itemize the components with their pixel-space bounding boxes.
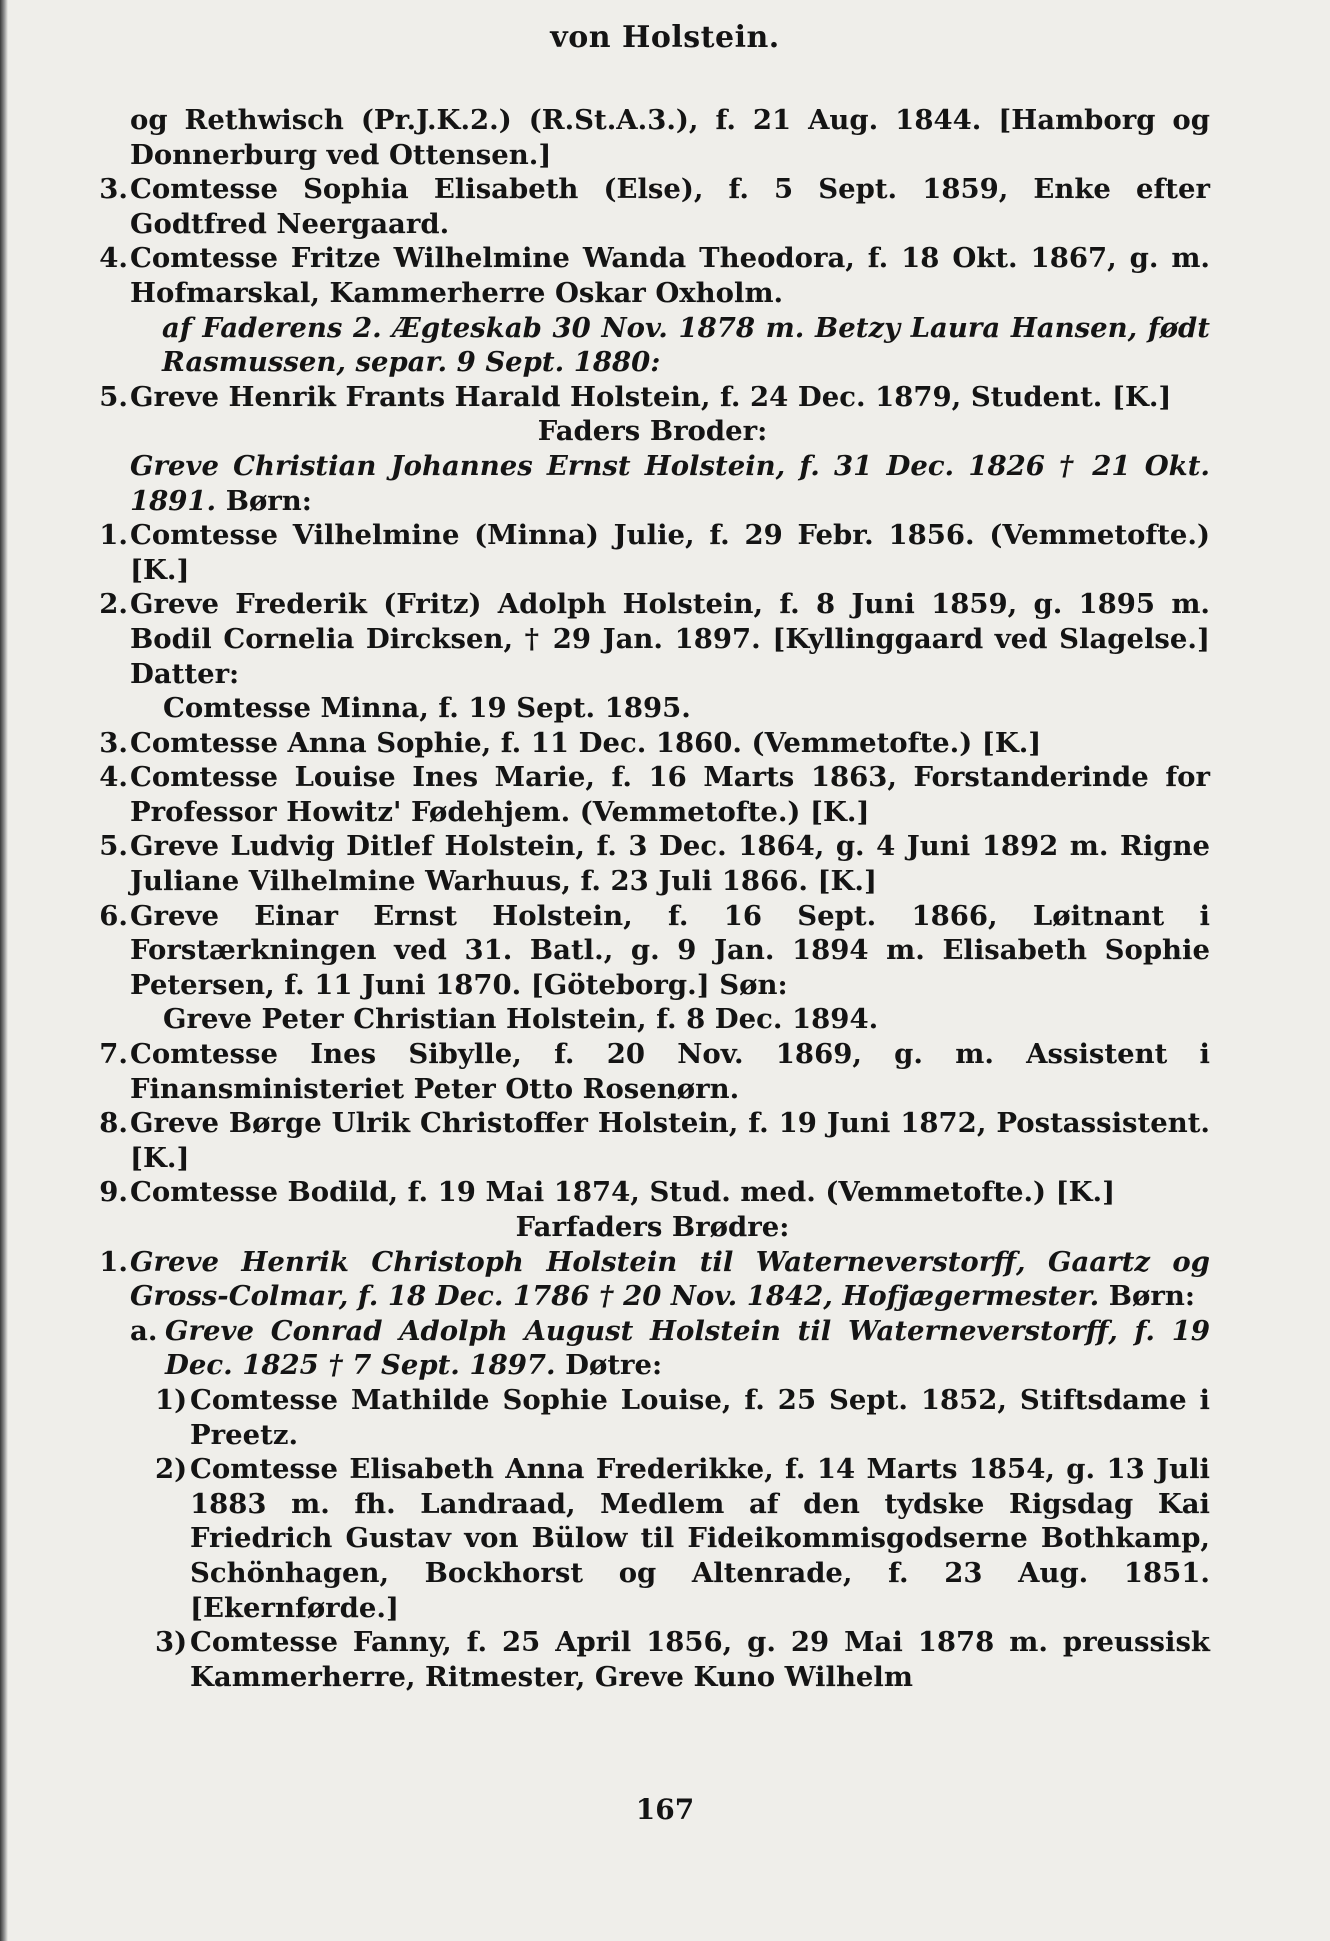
- child-2-daughter: Comtesse Minna, f. 19 Sept. 1895.: [163, 692, 691, 725]
- daughter-1: [95, 1383, 1210, 1452]
- children-label: Børn:: [225, 484, 312, 517]
- daughter-2: [95, 1452, 1210, 1625]
- children-label: Børn:: [1108, 1280, 1195, 1313]
- entry-number: 4.: [99, 242, 128, 275]
- entry-number: 9.: [99, 1176, 128, 1209]
- entry-text: Comtesse Fanny, f. 25 April 1856, g. 29 Mai 1878 m. preussisk Kammerherre, Ritmester, Greve Kuno Wilhelm: [190, 1626, 1210, 1693]
- page-number: 167: [635, 1793, 695, 1826]
- page-body: [95, 103, 1210, 1694]
- entry-number: 5.: [99, 830, 128, 863]
- entry-5: [95, 380, 1210, 415]
- child-8: [95, 1106, 1210, 1175]
- entry-text: Greve Henrik Frants Harald Holstein, f. 24 Dec. 1879, Student. [K.]: [130, 380, 1172, 413]
- entry-text: Greve Einar Ernst Holstein, f. 16 Sept. 1866, Løitnant i Forstærkningen ved 31. Batl., g. 9 Jan. 1894 m. Elisabeth Sophie Petersen, f. 11 Juni 1870. [Göteborg.] Søn:: [130, 899, 1210, 1001]
- entry-number: 2): [155, 1453, 188, 1486]
- entry-text: Comtesse Sophia Elisabeth (Else), f. 5 Sept. 1859, Enke efter Godtfred Neergaard.: [130, 173, 1210, 240]
- page-binding-edge: [0, 0, 8, 1941]
- entry-text: Comtesse Fritze Wilhelmine Wanda Theodora, f. 18 Okt. 1867, g. m. Hofmarskal, Kammerherre Oskar Oxholm.: [130, 242, 1210, 309]
- section-heading-farfaders-brodre: Farfaders Brødre:: [515, 1211, 790, 1243]
- entry-number: 6.: [99, 899, 128, 932]
- page-header: von Holstein.: [550, 20, 780, 55]
- entry-number: 7.: [99, 1038, 128, 1071]
- entry-text: Comtesse Bodild, f. 19 Mai 1874, Stud. med. (Vemmetofte.) [K.]: [130, 1176, 1116, 1209]
- child-2: [95, 587, 1210, 691]
- daughter-3: [95, 1625, 1210, 1694]
- section-heading-faders-broder: Faders Broder:: [537, 415, 768, 448]
- entry-letter: a.: [130, 1314, 158, 1347]
- paragraph-continuation: og Rethwisch (Pr.J.K.2.) (R.St.A.3.), f. 21 Aug. 1844. [Hamborg og Donnerburg ved Ottensen.]: [130, 104, 1210, 171]
- child-5: [95, 829, 1210, 898]
- entry-text: Comtesse Vilhelmine (Minna) Julie, f. 29 Febr. 1856. (Vemmetofte.) [K.]: [130, 519, 1210, 586]
- granduncle-name: Greve Henrik Christoph Holstein til Waterneverstorff, Gaartz og Gross-Colmar, f. 18 Dec. 1786 † 20 Nov. 1842, Hofjægermester.: [130, 1245, 1210, 1313]
- entry-text: Comtesse Louise Ines Marie, f. 16 Marts 1863, Forstanderinde for Professor Howitz' Fødehjem. (Vemmetofte.) [K.]: [130, 761, 1210, 828]
- child-9: [95, 1175, 1210, 1210]
- child-6-son: Greve Peter Christian Holstein, f. 8 Dec. 1894.: [163, 1003, 879, 1036]
- entry-number: 3.: [99, 726, 128, 759]
- entry-number: 5.: [99, 380, 128, 413]
- entry-text: [130, 1314, 1210, 1383]
- entry-4: [95, 241, 1210, 310]
- entry-text: [130, 1245, 1210, 1314]
- entry-text: Comtesse Anna Sophie, f. 11 Dec. 1860. (Vemmetofte.) [K.]: [130, 726, 1042, 759]
- entry-text: Greve Frederik (Fritz) Adolph Holstein, f. 8 Juni 1859, g. 1895 m. Bodil Cornelia Dircksen, † 29 Jan. 1897. [Kyllinggaard ved Slagelse.] Datter:: [130, 588, 1210, 690]
- daughters-label: Døtre:: [565, 1349, 663, 1382]
- child-1: [95, 518, 1210, 587]
- entry-number: 4.: [99, 761, 128, 794]
- entry-text: Comtesse Mathilde Sophie Louise, f. 25 Sept. 1852, Stiftsdame i Preetz.: [190, 1383, 1210, 1451]
- child-name: Greve Conrad Adolph August Holstein til Waterneverstorff, f. 19 Dec. 1825 † 7 Sept. 1897.: [165, 1314, 1210, 1382]
- child-4: [95, 760, 1210, 829]
- entry-text: Comtesse Ines Sibylle, f. 20 Nov. 1869, g. m. Assistent i Finansministeriet Peter Otto Rosenørn.: [130, 1038, 1210, 1105]
- entry-number: 1): [155, 1383, 188, 1416]
- uncle-name: Greve Christian Johannes Ernst Holstein, f. 31 Dec. 1826 † 21 Okt. 1891.: [130, 449, 1210, 517]
- entry-number: 1.: [99, 519, 128, 552]
- child-6: [95, 899, 1210, 1003]
- entry-number: 2.: [99, 588, 128, 621]
- entry-number: 8.: [99, 1107, 128, 1140]
- entry-text: Greve Ludvig Ditlef Holstein, f. 3 Dec. 1864, g. 4 Juni 1892 m. Rigne Juliane Vilhelmine Warhuus, f. 23 Juli 1866. [K.]: [130, 830, 1210, 898]
- granduncle-child-a: [95, 1314, 1210, 1383]
- entry-number: 3.: [99, 173, 128, 206]
- entry-number: 3): [155, 1626, 188, 1659]
- granduncle-1: [95, 1245, 1210, 1314]
- child-3: [95, 726, 1210, 761]
- entry-3: [95, 172, 1210, 241]
- second-marriage-note: af Faderens 2. Ægteskab 30 Nov. 1878 m. Betzy Laura Hansen, født Rasmussen, separ. 9 Sept. 1880:: [162, 311, 1210, 379]
- child-7: [95, 1037, 1210, 1106]
- uncle-paragraph: [95, 449, 1210, 518]
- entry-text: Comtesse Elisabeth Anna Frederikke, f. 14 Marts 1854, g. 13 Juli 1883 m. fh. Landraad, Medlem af den tydske Rigsdag Kai Friedrich Gustav von Bülow til Fideikommisgodserne Bothkamp, Schönhagen, Bockhorst og Altenrade, f. 23 Aug. 1851. [Ekernførde.]: [190, 1453, 1210, 1624]
- entry-number: 1.: [99, 1245, 128, 1278]
- entry-text: Greve Børge Ulrik Christoffer Holstein, f. 19 Juni 1872, Postassistent. [K.]: [130, 1107, 1210, 1174]
